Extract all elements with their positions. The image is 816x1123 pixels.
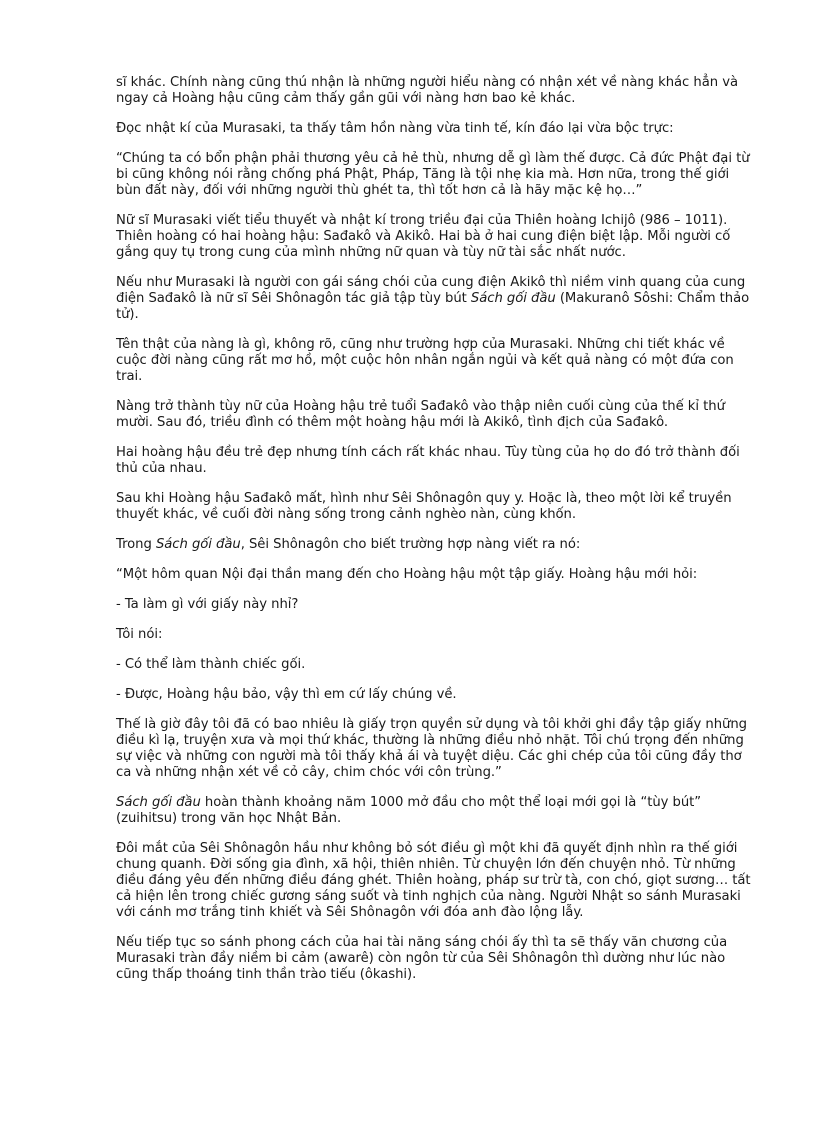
text-run: (Makuranô Sôshi: Chẩm thảo tử).	[116, 291, 750, 322]
paragraph: Hai hoàng hậu đều trẻ đẹp nhưng tính cách rất khác nhau. Tùy tùng của họ do đó trở thành đối thủ của nhau.	[116, 445, 740, 476]
paragraph	[116, 537, 756, 553]
paragraph: Đọc nhật kí của Murasaki, ta thấy tâm hồn nàng vừa tinh tế, kín đáo lại vừa bộc trực:	[116, 121, 674, 136]
dialogue-line: - Có thể làm thành chiếc gối.	[116, 657, 306, 672]
quote-paragraph: Thế là giờ đây tôi đã có bao nhiêu là giấy trọn quyền sử dụng và tôi khởi ghi đầy tập giấy những điều kì lạ, truyện xưa và mọi thứ khác, thường là những điều nhỏ nhặt. Tôi chú trọng đến những sự việc và những con người mà tôi thấy khả ái và tuyệt diệu. Các ghi chép của tôi cũng đầy thơ ca và những nhận xét về cỏ cây, chim chóc với côn trùng.”	[116, 717, 747, 780]
text-run: hoàn thành khoảng năm 1000 mở đầu cho một thể loại mới gọi là “tùy bút” (zuihitsu) trong văn học Nhật Bản.	[116, 795, 702, 826]
book-title: Sách gối đầu	[470, 291, 556, 306]
paragraph	[116, 275, 756, 323]
paragraph: Nữ sĩ Murasaki viết tiểu thuyết và nhật kí trong triều đại của Thiên hoàng Ichijô (986 – 1011). Thiên hoàng có hai hoàng hậu: Sađakô và Akikô. Hai bà ở hai cung điện biệt lập. Mỗi người cố gắng quy tụ trong cung của mình những nữ quan và tùy nữ tài sắc nhất nước.	[116, 213, 731, 260]
text-run: Nếu như Murasaki là người con gái sáng chói của cung điện Akikô thì niềm vinh quang của cung điện Sađakô là nữ sĩ Sêi Shônagôn tác giả tập tùy bút	[116, 275, 746, 306]
paragraph: Nàng trở thành tùy nữ của Hoàng hậu trẻ tuổi Sađakô vào thập niên cuối cùng của thế kỉ thứ mười. Sau đó, triều đình có thêm một hoàng hậu mới là Akikô, tình địch của Sađakô.	[116, 399, 725, 430]
quote-paragraph: “Một hôm quan Nội đại thần mang đến cho Hoàng hậu một tập giấy. Hoàng hậu mới hỏi:	[116, 567, 698, 582]
dialogue-line: - Ta làm gì với giấy này nhỉ?	[116, 597, 299, 612]
book-title: Sách gối đầu	[116, 795, 201, 810]
text-run: , Sêi Shônagôn cho biết trường hợp nàng viết ra nó:	[240, 537, 581, 552]
paragraph	[116, 795, 756, 827]
dialogue-line: Tôi nói:	[116, 627, 163, 642]
paragraph: Tên thật của nàng là gì, không rõ, cũng như trường hợp của Murasaki. Những chi tiết khác về cuộc đời nàng cũng rất mơ hồ, một cuộc hôn nhân ngắn ngủi và kết quả nàng có một đứa con trai.	[116, 337, 734, 384]
text-run: Trong	[116, 537, 156, 552]
dialogue-line: - Được, Hoàng hậu bảo, vậy thì em cứ lấy chúng về.	[116, 687, 457, 702]
paragraph: Nếu tiếp tục so sánh phong cách của hai tài năng sáng chói ấy thì ta sẽ thấy văn chương của Murasaki tràn đầy niềm bi cảm (awarê) còn ngôn từ của Sêi Shônagôn thì dường như lúc nào cũng thấp thoáng tinh thần trào tiếu (ôkashi).	[116, 935, 728, 982]
paragraph: Đôi mắt của Sêi Shônagôn hầu như không bỏ sót điều gì một khi đã quyết định nhìn ra thế giới chung quanh. Đời sống gia đình, xã hội, thiên nhiên. Từ chuyện lớn đến chuyện nhỏ. Từ những điều đáng yêu đến những điều đáng ghét. Thiên hoàng, pháp sư trừ tà, con chó, giọt sương… tất cả hiện lên trong chiếc gương sáng suốt và tinh nghịch của nàng. Người Nhật so sánh Murasaki với cánh mơ trắng tinh khiết và Sêi Shônagôn với đóa anh đào lộng lẫy.	[116, 841, 751, 920]
paragraph: Sau khi Hoàng hậu Sađakô mất, hình như Sêi Shônagôn quy y. Hoặc là, theo một lời kể truyền thuyết khác, về cuối đời nàng sống trong cảnh nghèo nàn, cùng khốn.	[116, 491, 732, 522]
paragraph: sĩ khác. Chính nàng cũng thú nhận là những người hiểu nàng có nhận xét về nàng khác hẳn và ngay cả Hoàng hậu cũng cảm thấy gần gũi với nàng hơn bao kẻ khác.	[116, 75, 738, 106]
quote-paragraph: “Chúng ta có bổn phận phải thương yêu cả hẻ thù, nhưng dễ gì làm thế được. Cả đức Phật đại từ bi cũng không nói rằng chống phá Phật, Pháp, Tăng là tội nhẹ kia mà. Hơn nữa, trong thế giới bùn đất này, đối với những người thù ghét ta, thì tốt hơn cả là hãy mặc kệ họ…”	[116, 151, 750, 198]
book-title: Sách gối đầu	[155, 537, 241, 552]
